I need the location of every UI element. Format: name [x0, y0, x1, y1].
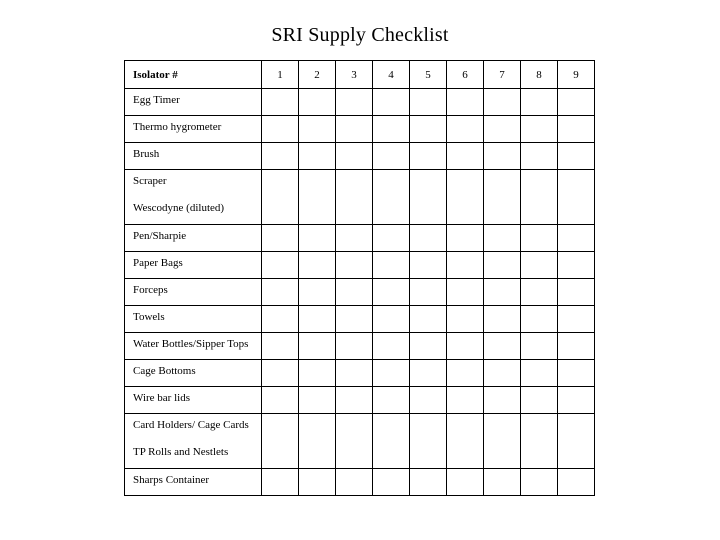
checkbox-cell[interactable]: [521, 252, 558, 279]
header-row: [125, 61, 595, 89]
item-label-cell: [125, 89, 262, 116]
checkbox-cell[interactable]: [410, 116, 447, 143]
checkbox-cell[interactable]: [521, 170, 558, 225]
item-label-cell: [125, 116, 262, 143]
checkbox-cell[interactable]: [373, 306, 410, 333]
checkbox-cell[interactable]: [299, 387, 336, 414]
checkbox-cell[interactable]: [410, 143, 447, 170]
checkbox-cell[interactable]: [521, 143, 558, 170]
page-title: SRI Supply Checklist: [271, 24, 449, 46]
checkbox-cell[interactable]: [410, 306, 447, 333]
item-label: Sharps Container: [133, 474, 210, 486]
checkbox-cell[interactable]: [410, 414, 447, 469]
checkbox-cell[interactable]: [262, 170, 299, 225]
checkbox-cell[interactable]: [558, 387, 595, 414]
checkbox-cell[interactable]: [336, 360, 373, 387]
checkbox-cell[interactable]: [447, 252, 484, 279]
checkbox-cell[interactable]: [336, 252, 373, 279]
table-row: [125, 279, 595, 306]
checkbox-cell[interactable]: [410, 252, 447, 279]
column-header: 9: [558, 61, 595, 89]
table-row: [125, 225, 595, 252]
table-row: [125, 387, 595, 414]
column-header: 1: [262, 61, 299, 89]
checkbox-cell[interactable]: [484, 306, 521, 333]
checkbox-cell[interactable]: [447, 170, 484, 225]
checkbox-cell[interactable]: [262, 469, 299, 496]
checkbox-cell[interactable]: [484, 387, 521, 414]
checkbox-cell[interactable]: [484, 170, 521, 225]
checkbox-cell[interactable]: [410, 279, 447, 306]
checkbox-cell[interactable]: [262, 252, 299, 279]
column-header: 6: [447, 61, 484, 89]
item-label: Egg Timer: [133, 94, 180, 106]
table-row: [125, 414, 595, 469]
checkbox-cell[interactable]: [373, 414, 410, 469]
item-label: Water Bottles/Sipper Tops: [133, 338, 249, 350]
checkbox-cell[interactable]: [484, 279, 521, 306]
checkbox-cell[interactable]: [558, 469, 595, 496]
checkbox-cell[interactable]: [262, 116, 299, 143]
checkbox-cell[interactable]: [484, 333, 521, 360]
item-label: Thermo hygrometer: [133, 121, 222, 133]
checkbox-cell[interactable]: [262, 143, 299, 170]
checkbox-cell[interactable]: [558, 414, 595, 469]
checkbox-cell[interactable]: [262, 279, 299, 306]
checkbox-cell[interactable]: [410, 89, 447, 116]
item-label-cell: [125, 360, 262, 387]
checkbox-cell[interactable]: [447, 387, 484, 414]
checkbox-cell[interactable]: [521, 225, 558, 252]
checkbox-cell[interactable]: [336, 89, 373, 116]
checkbox-cell[interactable]: [262, 414, 299, 469]
checkbox-cell[interactable]: [410, 360, 447, 387]
checkbox-cell[interactable]: [336, 414, 373, 469]
table-row: [125, 252, 595, 279]
checkbox-cell[interactable]: [447, 414, 484, 469]
checkbox-cell[interactable]: [410, 387, 447, 414]
table-row: [125, 469, 595, 496]
item-label: TP Rolls and Nestlets: [133, 446, 229, 458]
checkbox-cell[interactable]: [521, 116, 558, 143]
item-label-cell: [125, 225, 262, 252]
item-label-cell: [125, 333, 262, 360]
checkbox-cell[interactable]: [299, 116, 336, 143]
table-row: [125, 143, 595, 170]
checkbox-cell[interactable]: [521, 333, 558, 360]
checkbox-cell[interactable]: [410, 469, 447, 496]
checkbox-cell[interactable]: [521, 279, 558, 306]
item-label-cell: [125, 414, 262, 469]
checkbox-cell[interactable]: [373, 360, 410, 387]
checkbox-cell[interactable]: [558, 143, 595, 170]
column-header: 7: [484, 61, 521, 89]
column-header: 8: [521, 61, 558, 89]
checkbox-cell[interactable]: [336, 306, 373, 333]
checkbox-cell[interactable]: [558, 360, 595, 387]
checkbox-cell[interactable]: [558, 225, 595, 252]
checkbox-cell[interactable]: [447, 333, 484, 360]
checkbox-cell[interactable]: [410, 333, 447, 360]
item-label-cell: [125, 306, 262, 333]
checkbox-cell[interactable]: [373, 89, 410, 116]
checkbox-cell[interactable]: [299, 306, 336, 333]
checkbox-cell[interactable]: [299, 279, 336, 306]
table-row: [125, 360, 595, 387]
checkbox-cell[interactable]: [484, 360, 521, 387]
checkbox-cell[interactable]: [373, 143, 410, 170]
table-row: [125, 306, 595, 333]
table-row: [125, 116, 595, 143]
checkbox-cell[interactable]: [447, 279, 484, 306]
checkbox-cell[interactable]: [262, 89, 299, 116]
item-label: Pen/Sharpie: [133, 230, 187, 242]
checkbox-cell[interactable]: [558, 89, 595, 116]
checkbox-cell[interactable]: [299, 333, 336, 360]
checkbox-cell[interactable]: [447, 469, 484, 496]
checkbox-cell[interactable]: [447, 89, 484, 116]
checkbox-cell[interactable]: [447, 116, 484, 143]
checkbox-cell[interactable]: [447, 225, 484, 252]
item-label-cell: [125, 387, 262, 414]
checkbox-cell[interactable]: [373, 225, 410, 252]
checkbox-cell[interactable]: [558, 116, 595, 143]
checkbox-cell[interactable]: [558, 333, 595, 360]
checkbox-cell[interactable]: [373, 252, 410, 279]
item-label: Cage Bottoms: [133, 365, 196, 377]
column-header: 3: [336, 61, 373, 89]
checkbox-cell[interactable]: [262, 360, 299, 387]
table-row: [125, 333, 595, 360]
checkbox-cell[interactable]: [447, 143, 484, 170]
item-label: Forceps: [133, 284, 168, 296]
checkbox-cell[interactable]: [484, 116, 521, 143]
item-label-cell: [125, 170, 262, 225]
checkbox-cell[interactable]: [336, 333, 373, 360]
checkbox-cell[interactable]: [373, 279, 410, 306]
checkbox-cell[interactable]: [373, 387, 410, 414]
checkbox-cell[interactable]: [521, 387, 558, 414]
checkbox-cell[interactable]: [373, 333, 410, 360]
checkbox-cell[interactable]: [521, 360, 558, 387]
checkbox-cell[interactable]: [447, 360, 484, 387]
item-label-cell: [125, 469, 262, 496]
checkbox-cell[interactable]: [299, 469, 336, 496]
table-row: [125, 89, 595, 116]
checkbox-cell[interactable]: [484, 469, 521, 496]
checkbox-cell[interactable]: [484, 143, 521, 170]
checkbox-cell[interactable]: [299, 225, 336, 252]
checkbox-cell[interactable]: [336, 143, 373, 170]
checkbox-cell[interactable]: [558, 170, 595, 225]
checkbox-cell[interactable]: [521, 469, 558, 496]
checkbox-cell[interactable]: [558, 279, 595, 306]
item-label: Paper Bags: [133, 257, 183, 269]
checkbox-cell[interactable]: [262, 225, 299, 252]
checkbox-cell[interactable]: [558, 252, 595, 279]
checkbox-cell[interactable]: [484, 89, 521, 116]
checkbox-cell[interactable]: [299, 252, 336, 279]
checkbox-cell[interactable]: [410, 170, 447, 225]
column-header: 2: [299, 61, 336, 89]
checkbox-cell[interactable]: [373, 469, 410, 496]
column-header: 5: [410, 61, 447, 89]
checkbox-cell[interactable]: [447, 306, 484, 333]
checkbox-cell[interactable]: [336, 469, 373, 496]
checkbox-cell[interactable]: [336, 170, 373, 225]
checkbox-cell[interactable]: [336, 225, 373, 252]
checkbox-cell[interactable]: [262, 387, 299, 414]
column-header: 4: [373, 61, 410, 89]
checkbox-cell[interactable]: [410, 225, 447, 252]
item-label: Brush: [133, 148, 160, 160]
checkbox-cell[interactable]: [521, 89, 558, 116]
item-label: Wescodyne (diluted): [133, 202, 225, 214]
checkbox-cell[interactable]: [262, 333, 299, 360]
checkbox-cell[interactable]: [299, 89, 336, 116]
item-label: Towels: [133, 311, 165, 323]
checkbox-cell[interactable]: [521, 306, 558, 333]
supply-checklist-table: [124, 60, 595, 496]
table-row: [125, 170, 595, 225]
checkbox-cell[interactable]: [484, 252, 521, 279]
checkbox-cell[interactable]: [484, 414, 521, 469]
checkbox-cell[interactable]: [299, 414, 336, 469]
item-label: Scraper: [133, 175, 167, 187]
item-label-cell: [125, 143, 262, 170]
checkbox-cell[interactable]: [299, 360, 336, 387]
checkbox-cell[interactable]: [373, 116, 410, 143]
checkbox-cell[interactable]: [336, 279, 373, 306]
item-label-cell: [125, 279, 262, 306]
isolator-header: Isolator #: [125, 61, 262, 89]
checkbox-cell[interactable]: [336, 116, 373, 143]
checkbox-cell[interactable]: [336, 387, 373, 414]
checkbox-cell[interactable]: [299, 143, 336, 170]
checkbox-cell[interactable]: [262, 306, 299, 333]
item-label: Card Holders/ Cage Cards: [133, 419, 249, 431]
checkbox-cell[interactable]: [558, 306, 595, 333]
checkbox-cell[interactable]: [484, 225, 521, 252]
item-label: Wire bar lids: [133, 392, 190, 404]
checkbox-cell[interactable]: [299, 170, 336, 225]
item-label-cell: [125, 252, 262, 279]
checkbox-cell[interactable]: [521, 414, 558, 469]
checkbox-cell[interactable]: [373, 170, 410, 225]
